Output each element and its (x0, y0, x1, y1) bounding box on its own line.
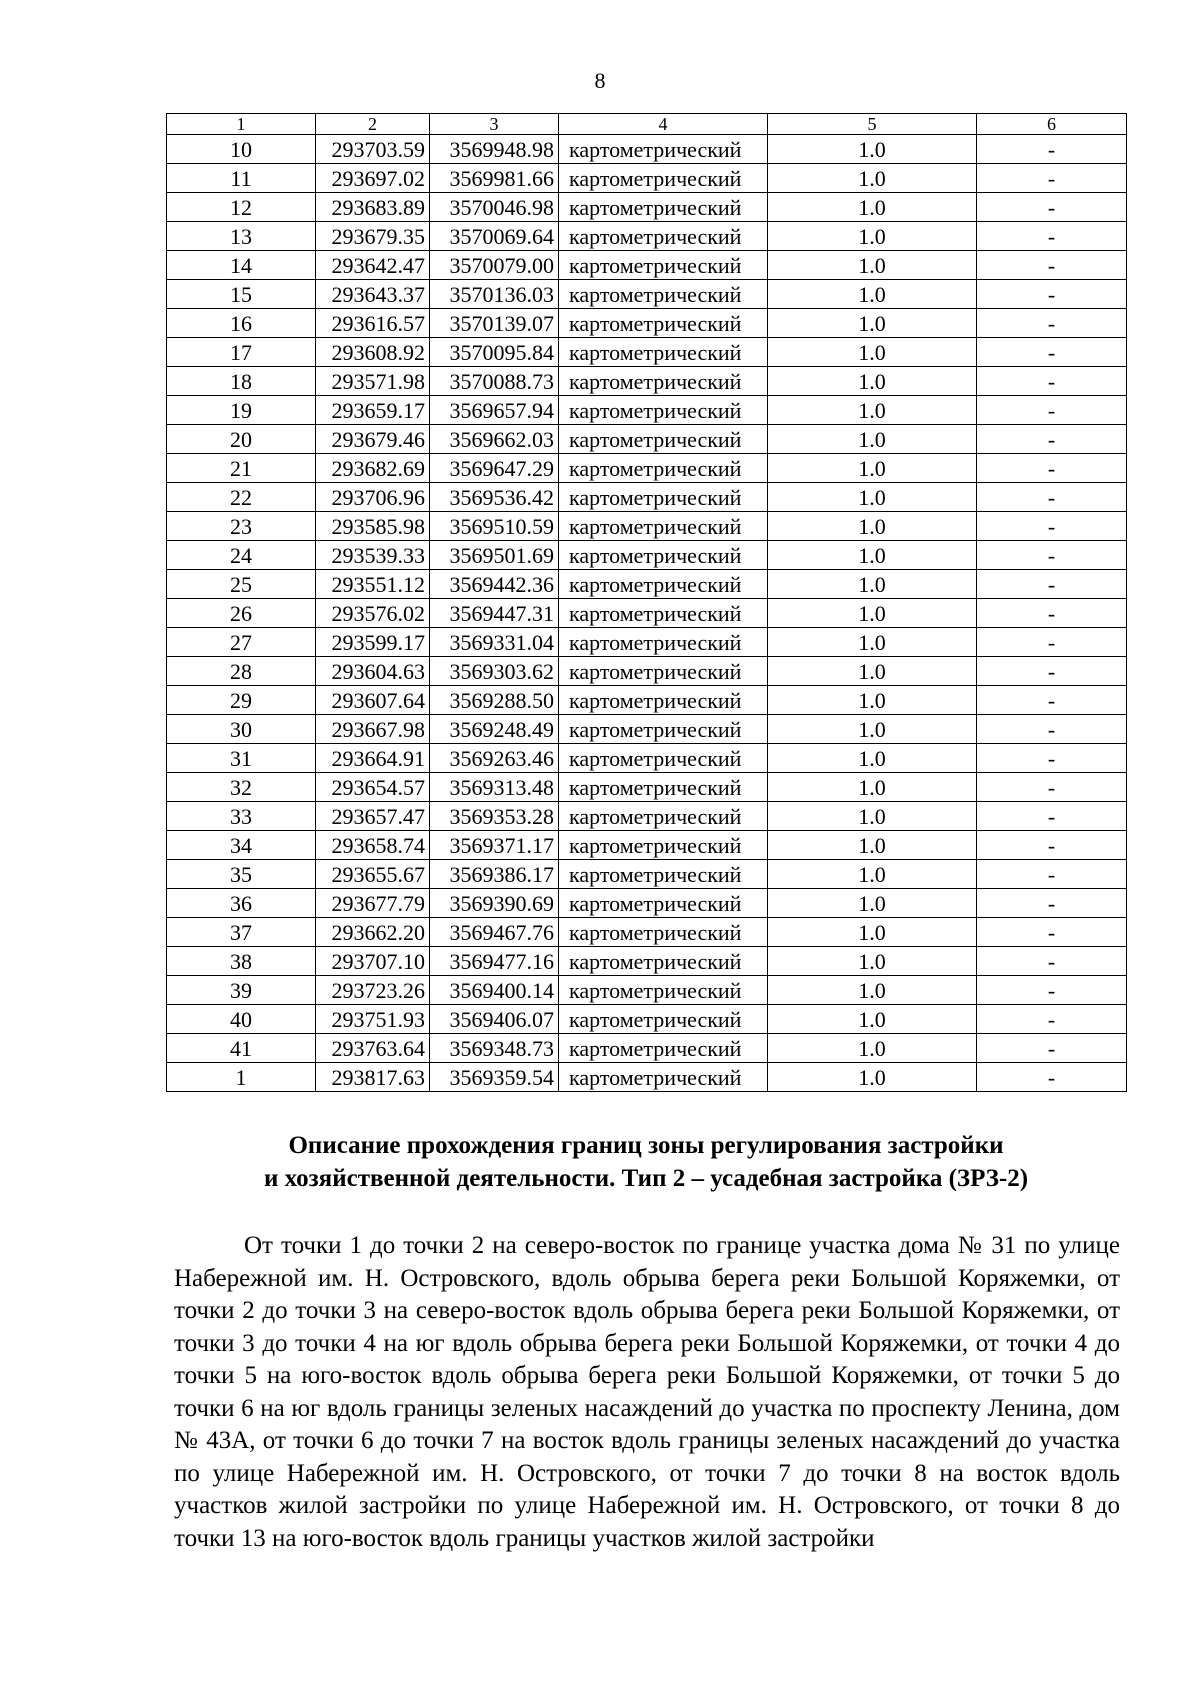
y-coordinate-cell: 3569447.31 (430, 599, 559, 628)
point-number-cell: 1 (167, 1063, 316, 1092)
x-coordinate-cell: 293599.17 (316, 628, 430, 657)
method-cell: картометрический (559, 976, 768, 1005)
x-coordinate-cell: 293707.10 (316, 947, 430, 976)
table-row (167, 860, 1127, 889)
table-row (167, 976, 1127, 1005)
note-cell: - (977, 802, 1127, 831)
x-coordinate-cell: 293677.79 (316, 889, 430, 918)
accuracy-cell: 1.0 (768, 367, 977, 396)
table-row (167, 831, 1127, 860)
y-coordinate-cell: 3569467.76 (430, 918, 559, 947)
column-header: 3 (430, 114, 559, 135)
page-number: 8 (594, 68, 606, 93)
x-coordinate-cell: 293655.67 (316, 860, 430, 889)
point-number-cell: 15 (167, 280, 316, 309)
note-cell: - (977, 309, 1127, 338)
table-row (167, 425, 1127, 454)
section-heading-line-1: Описание прохождения границ зоны регулирования застройки (288, 1132, 1004, 1159)
note-cell: - (977, 918, 1127, 947)
accuracy-cell: 1.0 (768, 483, 977, 512)
method-cell: картометрический (559, 425, 768, 454)
method-cell: картометрический (559, 918, 768, 947)
accuracy-cell: 1.0 (768, 425, 977, 454)
method-cell: картометрический (559, 686, 768, 715)
x-coordinate-cell: 293571.98 (316, 367, 430, 396)
accuracy-cell: 1.0 (768, 338, 977, 367)
x-coordinate-cell: 293706.96 (316, 483, 430, 512)
method-cell: картометрический (559, 280, 768, 309)
note-cell: - (977, 454, 1127, 483)
y-coordinate-cell: 3569948.98 (430, 135, 559, 164)
table-row (167, 773, 1127, 802)
point-number-cell: 12 (167, 193, 316, 222)
method-cell: картометрический (559, 512, 768, 541)
point-number-cell: 14 (167, 251, 316, 280)
point-number-cell: 17 (167, 338, 316, 367)
table-row (167, 570, 1127, 599)
point-number-cell: 31 (167, 744, 316, 773)
y-coordinate-cell: 3569662.03 (430, 425, 559, 454)
method-cell: картометрический (559, 657, 768, 686)
note-cell: - (977, 367, 1127, 396)
y-coordinate-cell: 3570079.00 (430, 251, 559, 280)
table-row (167, 193, 1127, 222)
point-number-cell: 24 (167, 541, 316, 570)
x-coordinate-cell: 293683.89 (316, 193, 430, 222)
method-cell: картометрический (559, 193, 768, 222)
table-row (167, 541, 1127, 570)
table-row (167, 715, 1127, 744)
accuracy-cell: 1.0 (768, 541, 977, 570)
note-cell: - (977, 1005, 1127, 1034)
table-row (167, 918, 1127, 947)
x-coordinate-cell: 293667.98 (316, 715, 430, 744)
table-row (167, 1063, 1127, 1092)
accuracy-cell: 1.0 (768, 222, 977, 251)
table-row (167, 947, 1127, 976)
x-coordinate-cell: 293654.57 (316, 773, 430, 802)
accuracy-cell: 1.0 (768, 686, 977, 715)
accuracy-cell: 1.0 (768, 280, 977, 309)
note-cell: - (977, 657, 1127, 686)
accuracy-cell: 1.0 (768, 947, 977, 976)
method-cell: картометрический (559, 135, 768, 164)
table-row (167, 686, 1127, 715)
y-coordinate-cell: 3569348.73 (430, 1034, 559, 1063)
note-cell: - (977, 1063, 1127, 1092)
x-coordinate-cell: 293664.91 (316, 744, 430, 773)
table-header-row (167, 114, 1127, 135)
note-cell: - (977, 280, 1127, 309)
method-cell: картометрический (559, 773, 768, 802)
note-cell: - (977, 396, 1127, 425)
note-cell: - (977, 425, 1127, 454)
y-coordinate-cell: 3569647.29 (430, 454, 559, 483)
accuracy-cell: 1.0 (768, 135, 977, 164)
point-number-cell: 37 (167, 918, 316, 947)
accuracy-cell: 1.0 (768, 454, 977, 483)
accuracy-cell: 1.0 (768, 976, 977, 1005)
accuracy-cell: 1.0 (768, 164, 977, 193)
x-coordinate-cell: 293551.12 (316, 570, 430, 599)
point-number-cell: 32 (167, 773, 316, 802)
table-row (167, 599, 1127, 628)
note-cell: - (977, 947, 1127, 976)
table-row (167, 309, 1127, 338)
note-cell: - (977, 541, 1127, 570)
x-coordinate-cell: 293723.26 (316, 976, 430, 1005)
point-number-cell: 33 (167, 802, 316, 831)
y-coordinate-cell: 3570046.98 (430, 193, 559, 222)
x-coordinate-cell: 293751.93 (316, 1005, 430, 1034)
accuracy-cell: 1.0 (768, 802, 977, 831)
y-coordinate-cell: 3569477.16 (430, 947, 559, 976)
column-header: 1 (167, 114, 316, 135)
method-cell: картометрический (559, 164, 768, 193)
method-cell: картометрический (559, 338, 768, 367)
y-coordinate-cell: 3569510.59 (430, 512, 559, 541)
y-coordinate-cell: 3570136.03 (430, 280, 559, 309)
y-coordinate-cell: 3569390.69 (430, 889, 559, 918)
accuracy-cell: 1.0 (768, 657, 977, 686)
point-number-cell: 11 (167, 164, 316, 193)
table-row (167, 889, 1127, 918)
table-row (167, 657, 1127, 686)
y-coordinate-cell: 3569406.07 (430, 1005, 559, 1034)
table-row (167, 222, 1127, 251)
point-number-cell: 41 (167, 1034, 316, 1063)
x-coordinate-cell: 293697.02 (316, 164, 430, 193)
method-cell: картометрический (559, 628, 768, 657)
point-number-cell: 28 (167, 657, 316, 686)
y-coordinate-cell: 3569359.54 (430, 1063, 559, 1092)
note-cell: - (977, 628, 1127, 657)
x-coordinate-cell: 293703.59 (316, 135, 430, 164)
point-number-cell: 36 (167, 889, 316, 918)
note-cell: - (977, 831, 1127, 860)
x-coordinate-cell: 293817.63 (316, 1063, 430, 1092)
accuracy-cell: 1.0 (768, 570, 977, 599)
table-row (167, 744, 1127, 773)
note-cell: - (977, 744, 1127, 773)
note-cell: - (977, 715, 1127, 744)
x-coordinate-cell: 293607.64 (316, 686, 430, 715)
point-number-cell: 38 (167, 947, 316, 976)
point-number-cell: 35 (167, 860, 316, 889)
table-row (167, 483, 1127, 512)
table-row (167, 1005, 1127, 1034)
table-row (167, 367, 1127, 396)
method-cell: картометрический (559, 367, 768, 396)
x-coordinate-cell: 293539.33 (316, 541, 430, 570)
note-cell: - (977, 251, 1127, 280)
y-coordinate-cell: 3570069.64 (430, 222, 559, 251)
note-cell: - (977, 599, 1127, 628)
accuracy-cell: 1.0 (768, 512, 977, 541)
column-header: 4 (559, 114, 768, 135)
method-cell: картометрический (559, 483, 768, 512)
accuracy-cell: 1.0 (768, 889, 977, 918)
method-cell: картометрический (559, 222, 768, 251)
y-coordinate-cell: 3569386.17 (430, 860, 559, 889)
table-row (167, 628, 1127, 657)
table-row (167, 135, 1127, 164)
method-cell: картометрический (559, 396, 768, 425)
y-coordinate-cell: 3570139.07 (430, 309, 559, 338)
table-row (167, 802, 1127, 831)
section-heading (166, 1129, 1126, 1195)
accuracy-cell: 1.0 (768, 628, 977, 657)
point-number-cell: 10 (167, 135, 316, 164)
table-row (167, 338, 1127, 367)
accuracy-cell: 1.0 (768, 1005, 977, 1034)
point-number-cell: 16 (167, 309, 316, 338)
x-coordinate-cell: 293658.74 (316, 831, 430, 860)
note-cell: - (977, 338, 1127, 367)
point-number-cell: 30 (167, 715, 316, 744)
note-cell: - (977, 686, 1127, 715)
y-coordinate-cell: 3569442.36 (430, 570, 559, 599)
note-cell: - (977, 976, 1127, 1005)
accuracy-cell: 1.0 (768, 773, 977, 802)
point-number-cell: 39 (167, 976, 316, 1005)
accuracy-cell: 1.0 (768, 1063, 977, 1092)
method-cell: картометрический (559, 1063, 768, 1092)
method-cell: картометрический (559, 309, 768, 338)
note-cell: - (977, 889, 1127, 918)
accuracy-cell: 1.0 (768, 309, 977, 338)
point-number-cell: 22 (167, 483, 316, 512)
x-coordinate-cell: 293763.64 (316, 1034, 430, 1063)
x-coordinate-cell: 293662.20 (316, 918, 430, 947)
note-cell: - (977, 135, 1127, 164)
accuracy-cell: 1.0 (768, 918, 977, 947)
column-header: 6 (977, 114, 1127, 135)
method-cell: картометрический (559, 831, 768, 860)
x-coordinate-cell: 293642.47 (316, 251, 430, 280)
note-cell: - (977, 512, 1127, 541)
y-coordinate-cell: 3569331.04 (430, 628, 559, 657)
point-number-cell: 13 (167, 222, 316, 251)
coordinates-table (166, 113, 1127, 1092)
x-coordinate-cell: 293659.17 (316, 396, 430, 425)
accuracy-cell: 1.0 (768, 251, 977, 280)
note-cell: - (977, 222, 1127, 251)
x-coordinate-cell: 293576.02 (316, 599, 430, 628)
accuracy-cell: 1.0 (768, 860, 977, 889)
x-coordinate-cell: 293616.57 (316, 309, 430, 338)
y-coordinate-cell: 3569288.50 (430, 686, 559, 715)
x-coordinate-cell: 293657.47 (316, 802, 430, 831)
method-cell: картометрический (559, 541, 768, 570)
y-coordinate-cell: 3569263.46 (430, 744, 559, 773)
x-coordinate-cell: 293604.63 (316, 657, 430, 686)
method-cell: картометрический (559, 599, 768, 628)
accuracy-cell: 1.0 (768, 599, 977, 628)
x-coordinate-cell: 293682.69 (316, 454, 430, 483)
method-cell: картометрический (559, 889, 768, 918)
section-heading-line-2: и хозяйственной деятельности. Тип 2 – усадебная застройка (ЗРЗ-2) (263, 1165, 1029, 1192)
table-body (167, 135, 1127, 1092)
note-cell: - (977, 860, 1127, 889)
y-coordinate-cell: 3569536.42 (430, 483, 559, 512)
y-coordinate-cell: 3569501.69 (430, 541, 559, 570)
y-coordinate-cell: 3569657.94 (430, 396, 559, 425)
method-cell: картометрический (559, 1005, 768, 1034)
method-cell: картометрический (559, 570, 768, 599)
point-number-cell: 21 (167, 454, 316, 483)
y-coordinate-cell: 3569371.17 (430, 831, 559, 860)
y-coordinate-cell: 3569248.49 (430, 715, 559, 744)
note-cell: - (977, 570, 1127, 599)
note-cell: - (977, 193, 1127, 222)
point-number-cell: 26 (167, 599, 316, 628)
method-cell: картометрический (559, 251, 768, 280)
point-number-cell: 29 (167, 686, 316, 715)
column-header: 2 (316, 114, 430, 135)
y-coordinate-cell: 3569400.14 (430, 976, 559, 1005)
y-coordinate-cell: 3569313.48 (430, 773, 559, 802)
method-cell: картометрический (559, 802, 768, 831)
x-coordinate-cell: 293643.37 (316, 280, 430, 309)
y-coordinate-cell: 3569981.66 (430, 164, 559, 193)
note-cell: - (977, 483, 1127, 512)
table-row (167, 454, 1127, 483)
method-cell: картометрический (559, 860, 768, 889)
accuracy-cell: 1.0 (768, 1034, 977, 1063)
point-number-cell: 23 (167, 512, 316, 541)
accuracy-cell: 1.0 (768, 193, 977, 222)
point-number-cell: 18 (167, 367, 316, 396)
x-coordinate-cell: 293585.98 (316, 512, 430, 541)
method-cell: картометрический (559, 1034, 768, 1063)
table-row (167, 164, 1127, 193)
method-cell: картометрический (559, 947, 768, 976)
column-header: 5 (768, 114, 977, 135)
point-number-cell: 40 (167, 1005, 316, 1034)
note-cell: - (977, 164, 1127, 193)
point-number-cell: 27 (167, 628, 316, 657)
accuracy-cell: 1.0 (768, 715, 977, 744)
y-coordinate-cell: 3569303.62 (430, 657, 559, 686)
accuracy-cell: 1.0 (768, 396, 977, 425)
note-cell: - (977, 1034, 1127, 1063)
method-cell: картометрический (559, 744, 768, 773)
table-row (167, 1034, 1127, 1063)
accuracy-cell: 1.0 (768, 744, 977, 773)
point-number-cell: 34 (167, 831, 316, 860)
table-row (167, 512, 1127, 541)
method-cell: картометрический (559, 715, 768, 744)
x-coordinate-cell: 293608.92 (316, 338, 430, 367)
accuracy-cell: 1.0 (768, 831, 977, 860)
note-cell: - (977, 773, 1127, 802)
table-row (167, 251, 1127, 280)
point-number-cell: 25 (167, 570, 316, 599)
table-row (167, 280, 1127, 309)
x-coordinate-cell: 293679.35 (316, 222, 430, 251)
table-row (167, 396, 1127, 425)
y-coordinate-cell: 3570095.84 (430, 338, 559, 367)
y-coordinate-cell: 3569353.28 (430, 802, 559, 831)
x-coordinate-cell: 293679.46 (316, 425, 430, 454)
point-number-cell: 20 (167, 425, 316, 454)
boundary-description-paragraph: От точки 1 до точки 2 на северо-восток по границе участка дома № 31 по улице Набережной им. Н. Островского, вдоль обрыва берега реки Большой Коряжемки, от точки 2 до точки 3 на северо-восток вдоль обрыва берега реки Большой Коряжемки, от точки 3 до точки 4 на юг вдоль обрыва берега реки Большой Коряжемки, от точки 4 до точки 5 на юго-восток вдоль обрыва берега реки Большой Коряжемки, от точки 5 до точки 6 на юг вдоль границы зеленых насаждений до участка по проспекту Ленина, дом № 43А, от точки 6 до точки 7 на восток вдоль границы зеленых насаждений до участка по улице Набережной им. Н. Островского, от точки 7 до точки 8 на восток вдоль участков жилой застройки по улице Набережной им. Н. Островского, от точки 8 до точки 13 на юго-восток вдоль границы участков жилой застройки (174, 1232, 1120, 1552)
y-coordinate-cell: 3570088.73 (430, 367, 559, 396)
point-number-cell: 19 (167, 396, 316, 425)
method-cell: картометрический (559, 454, 768, 483)
